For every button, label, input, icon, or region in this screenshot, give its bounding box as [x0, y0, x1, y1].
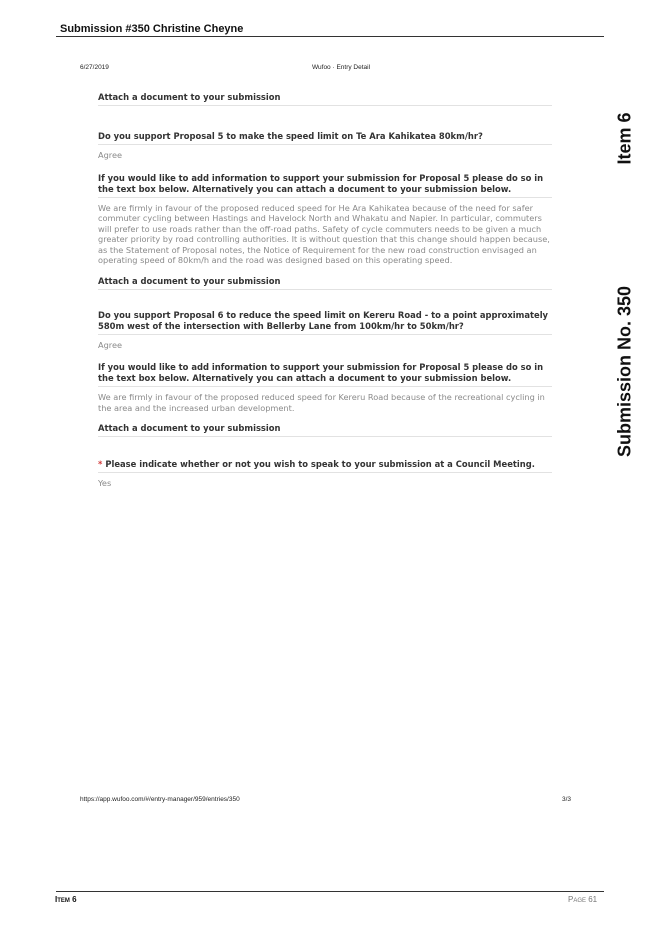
form-field — [98, 276, 552, 290]
field-value: We are firmly in favour of the proposed reduced speed for Kereru Road because of the recreational cycling in the area and the increased urban development. — [98, 392, 545, 413]
form-field — [98, 92, 552, 106]
field-label — [98, 459, 552, 473]
field-label: Attach a document to your submission — [98, 423, 552, 437]
side-item-label: Item 6 — [614, 112, 635, 165]
field-label: Do you support Proposal 5 to make the speed limit on Te Ara Kahikatea 80km/hr? — [98, 131, 552, 145]
field-label: If you would like to add information to support your submission for Proposal 5 please do so in the text box below. Alternatively you can attach a document to your submission below. — [98, 173, 552, 198]
page-title: Submission #350 Christine Cheyne — [60, 23, 244, 35]
print-page-count: 3/3 — [562, 796, 572, 803]
form-field — [98, 310, 552, 351]
footer-item-label: Item 6 — [55, 895, 77, 904]
footer-divider — [56, 891, 604, 892]
field-label: Do you support Proposal 6 to reduce the speed limit on Kereru Road - to a point approximately 580m west of the intersection with Bellerby Lane from 100km/hr to 50km/hr? — [98, 310, 552, 335]
field-value: Agree — [98, 150, 123, 160]
field-label: Attach a document to your submission — [98, 276, 552, 290]
print-app-title: Wufoo · Entry Detail — [312, 64, 371, 71]
field-label: If you would like to add information to support your submission for Proposal 5 please do so in the text box below. Alternatively you can attach a document to your submission below. — [98, 362, 552, 387]
field-value: Agree — [98, 339, 123, 350]
field-label: Attach a document to your submission — [98, 92, 552, 106]
field-label-text: Please indicate whether or not you wish to speak to your submission at a Council Meeting. — [105, 459, 535, 469]
form-field — [98, 173, 552, 266]
header-divider — [56, 36, 604, 37]
form-field — [98, 131, 552, 161]
form-field — [98, 459, 552, 489]
side-submission-label: Submission No. 350 — [614, 285, 635, 458]
print-url: https://app.wufoo.com/#/entry-manager/959/entries/350 — [80, 796, 240, 803]
field-value: Yes — [98, 478, 112, 488]
required-marker: * — [98, 459, 103, 469]
field-value: We are firmly in favour of the proposed reduced speed for He Ara Kahikatea because of the need for safer commuter cycling between Hastings and Havelock North and Whakatu and Napier. In particular, commuters will prefer to use roads rather than the off-road paths. Safety of cycle commuters needs to be given a much greater priority by road controlling authorities. It is without question that this change should happen because, as the Statement of Proposal notes, the Notice of Requirement for the new road construction envisaged an operating speed of 80km/h and the road was designed based on this operating speed. — [98, 202, 550, 265]
entry-detail — [98, 92, 552, 489]
form-field — [98, 423, 552, 437]
footer-page-number: Page 61 — [568, 895, 598, 904]
print-date: 6/27/2019 — [80, 64, 109, 71]
form-field — [98, 362, 552, 413]
